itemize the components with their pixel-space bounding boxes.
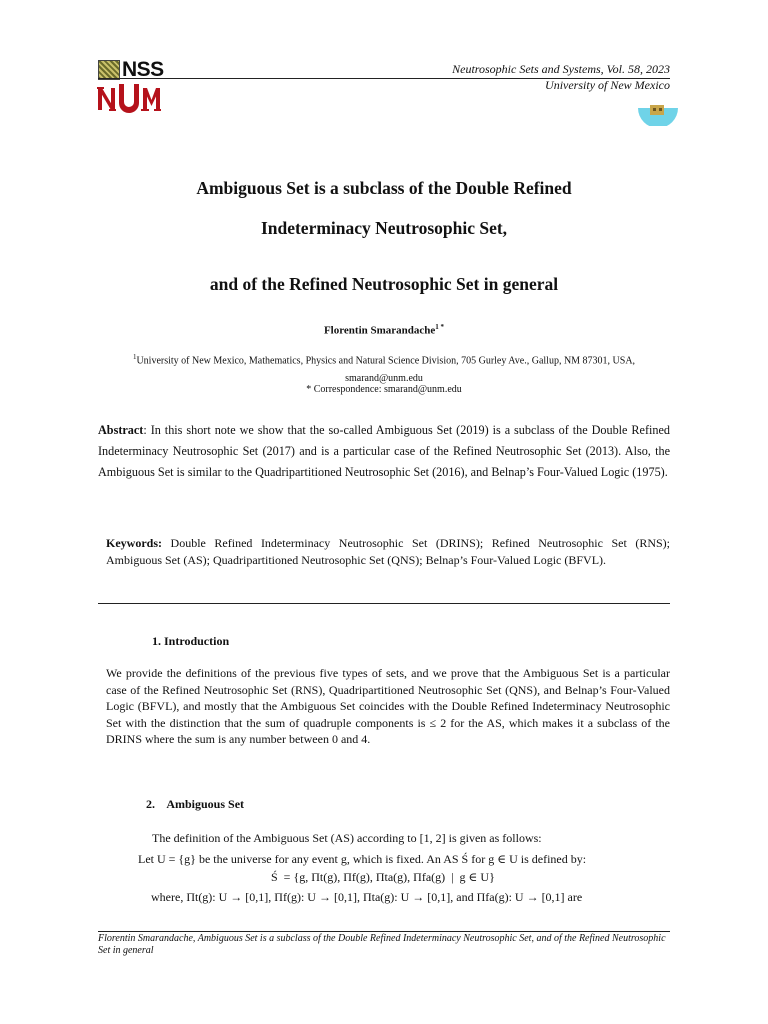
university-name: University of New Mexico (545, 78, 670, 92)
ambiguous-set-line1: The definition of the Ambiguous Set (AS) according to [1, 2] is given as follows: (152, 831, 542, 845)
abstract (98, 420, 670, 483)
paper-title-line2: Indeterminacy Neutrosophic Set, (260, 218, 508, 238)
journal-name: Neutrosophic Sets and Systems, Vol. 58, 2023 (452, 62, 670, 76)
correspondence: * Correspondence: smarand@unm.edu (306, 384, 462, 395)
abstract-label: Abstract (98, 423, 144, 437)
keywords-text: Double Refined Indeterminacy Neutrosophic Set (DRINS); Refined Neutrosophic Set (RNS); Ambiguous Set (AS); Quadripartitioned Neutrosophic Set (QNS); Belnap’s Four-Valued Logic (BFVL). (106, 536, 670, 567)
keywords (106, 535, 670, 568)
author-email[interactable]: smarand@unm.edu (345, 373, 423, 385)
nss-logo-text: NSS (122, 58, 164, 81)
nss-logo (98, 60, 164, 80)
section-heading-ambiguous-set: 2. Ambiguous Set (146, 797, 245, 811)
journal-header (330, 61, 670, 93)
affiliation-text: University of New Mexico, Mathematics, Physics and Natural Science Division, 705 Gurley Ave., Gallup, NM 87301, USA, (136, 355, 636, 367)
keywords-label: Keywords: (106, 536, 162, 550)
author-affiliation (98, 348, 670, 388)
section-heading-introduction: 1. Introduction (152, 634, 230, 648)
journal-emblem-icon (636, 96, 680, 126)
unm-logo-icon (97, 82, 161, 122)
footer-divider (98, 931, 670, 932)
introduction-paragraph: We provide the definitions of the previous five types of sets, and we prove that the Ambiguous Set is a particular case of the Refined Neutrosophic Set (RNS), Quadripartitioned Neutrosophic Set (QNS), and Belnap’s Four-Valued Logic (BFVL), and mostly that the Ambiguous Set coincides with the Double Refined Indeterminacy Neutrosophic Set with the distinction that the sum of quadruple components is ≤ 2 for the AS, which makes it a subclass of the DRINS where the sum is any number between 0 and 4. (106, 666, 670, 746)
author-superscript: 1 * (435, 323, 445, 331)
header-divider (98, 78, 670, 79)
paper-title-line3: and of the Refined Neutrosophic Set in general (209, 274, 559, 294)
section-divider (98, 603, 670, 604)
ambiguous-set-line2: Let U = {g} be the universe for any event g, which is fixed. An AS Ś for g ∈ U is defined by: (138, 852, 587, 866)
ambiguous-set-formula: Ś = {g, Πt(g), Πf(g), Πta(g), Πfa(g) | g ∈ U} (271, 870, 495, 884)
author-name-text: Florentin Smarandache (323, 324, 436, 337)
paper-title-line1: Ambiguous Set is a subclass of the Double Refined (196, 178, 572, 198)
affiliation-superscript: 1 (132, 353, 137, 361)
nss-logo-icon (98, 60, 120, 80)
ambiguous-set-line4: where, Πt(g): U → [0,1], Πf(g): U → [0,1], Πta(g): U → [0,1], and Πfa(g): U → [0,1] are (151, 890, 583, 904)
page-footer: Florentin Smarandache, Ambiguous Set is a subclass of the Double Refined Indeterminacy Neutrosophic Set, and of the Refined Neutrosophic Set in general (98, 933, 666, 956)
author-name (98, 323, 670, 337)
abstract-text: : In this short note we show that the so-called Ambiguous Set (2019) is a subclass of the Double Refined Indeterminacy Neutrosophic Set (2017) and is a particular case of the Refined Neutrosophic Set (2013). Also, the Ambiguous Set is similar to the Quadripartitioned Neutrosophic Set (2016), and Belnap’s Four-Valued Logic (1975). (98, 423, 670, 479)
